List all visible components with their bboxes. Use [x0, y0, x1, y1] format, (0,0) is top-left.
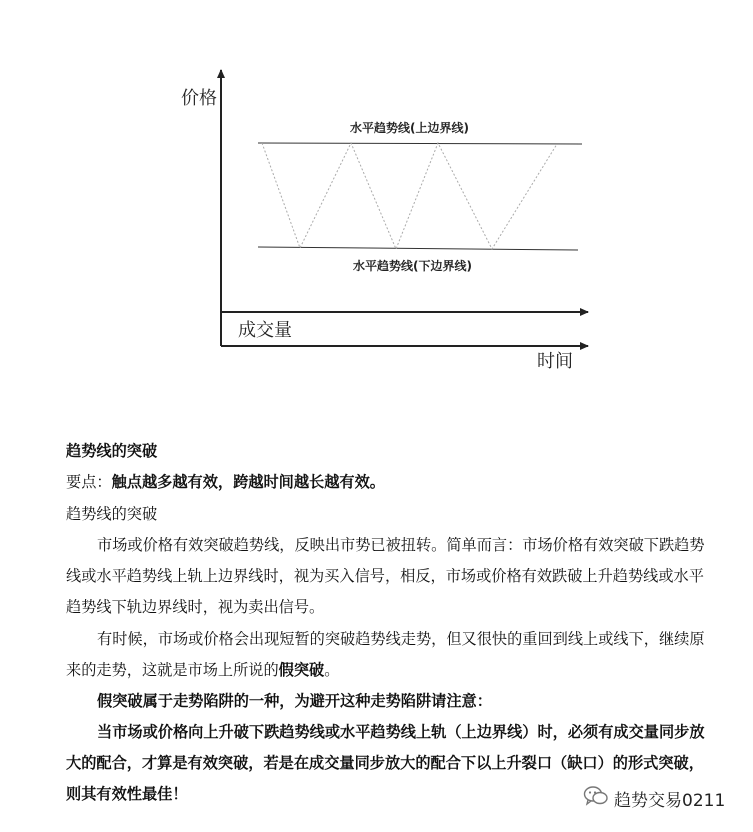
watermark-text: 趋势交易0211 — [614, 790, 726, 811]
volume-label: 成交量 — [238, 320, 292, 341]
subheading: 趋势线的突破 — [66, 505, 158, 523]
false-breakout-term: 假突破 — [278, 661, 325, 679]
paragraph-2-text: 有时候，市场或价格会出现短暂的突破趋势线走势，但又很快的重回到线上或线下，继续原来的走势，这就是市场上所说的 — [66, 630, 705, 679]
paragraph-1: 市场或价格有效突破趋势线，反映出市势已被扭转。简单而言：市场价格有效突破下跌趋势线或水平趋势线上轨上边界线时，视为买入信号，相反，市场或价格有效跌破上升趋势线或水平趋势线下轨边界线时，视为卖出信号。 — [66, 536, 705, 616]
section-title: 趋势线的突破 — [66, 442, 158, 460]
keypoint-line — [66, 467, 712, 498]
y-axis-label: 价格 — [181, 88, 217, 109]
warning-body: 当市场或价格向上升破下跌趋势线或水平趋势线上轨（上边界线）时，必须有成交量同步放大的配合，才算是有效突破，若是在成交量同步放大的配合下以上升裂口（缺口）的形式突破，则其有效性最佳！ — [66, 723, 705, 803]
lower-boundary-line — [258, 247, 578, 250]
x-axis-label: 时间 — [537, 351, 573, 372]
price-zigzag-path — [262, 143, 557, 249]
keypoint-text: 触点越多越有效，跨越时间越长越有效。 — [111, 473, 385, 491]
lower-line-label: 水平趋势线(下边界线) — [353, 259, 472, 273]
keypoint-prefix: 要点： — [66, 473, 112, 491]
wechat-icon — [583, 785, 609, 812]
upper-boundary-line — [258, 143, 582, 144]
paragraph-2-end: 。 — [324, 661, 340, 679]
trend-line-diagram — [0, 0, 753, 400]
upper-line-label: 水平趋势线(上边界线) — [350, 121, 469, 135]
warning-heading: 假突破属于走势陷阱的一种，为避开这种走势陷阱请注意： — [97, 692, 492, 710]
watermark — [583, 783, 725, 813]
paragraph-2 — [66, 624, 712, 686]
